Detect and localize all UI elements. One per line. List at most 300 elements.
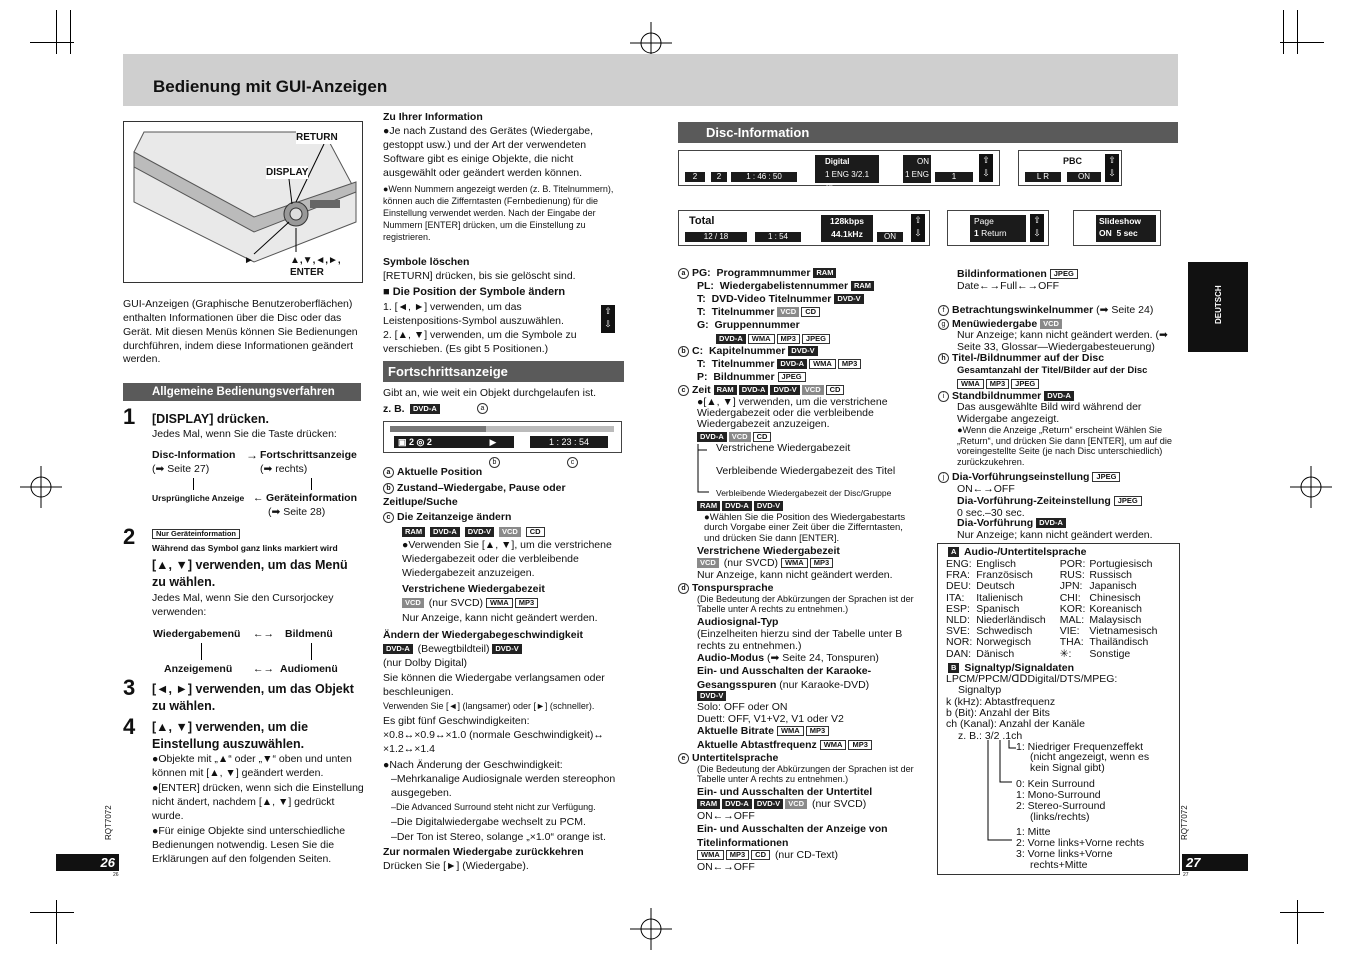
table-b-head: Signaltyp/Signaldaten	[964, 662, 1075, 674]
b-t-text: Titelnummer	[711, 358, 775, 370]
g1-on: ON	[917, 157, 929, 166]
language-cell: Sonstige	[1089, 647, 1131, 660]
flow-original: Ursprüngliche Anzeige	[152, 493, 245, 503]
step-2-number: 2	[123, 524, 136, 549]
enter-label: ENTER	[290, 267, 324, 278]
flow-device: Geräteinformation	[266, 492, 358, 504]
bi-jpeg: JPEG	[1050, 269, 1078, 279]
g1-one: 1	[904, 170, 910, 179]
progress-time: 1 : 23 : 54	[530, 436, 608, 448]
d-bitrate: Aktuelle Bitrate	[697, 725, 775, 737]
tag-cd: CD	[526, 527, 545, 537]
b-p-text: Bildnummer	[713, 371, 775, 383]
g1-n2: 2	[711, 172, 727, 182]
g4-return: Return	[981, 228, 1007, 238]
language-cell: KOR:	[1059, 602, 1086, 615]
d-dvdv: DVD-V	[697, 691, 726, 701]
menu-display: Anzeigemenü	[164, 663, 233, 675]
sig-4: b (Bit): Anzahl der Bits	[946, 707, 1050, 719]
e-info: Ein- und Ausschalten der Anzeige von Titelinformationen	[697, 823, 888, 849]
language-cell: Norwegisch	[976, 636, 1032, 649]
f-ref: (➡ Seite 24)	[1096, 304, 1154, 316]
language-cell: DEU:	[946, 580, 972, 593]
language-cell: Spanisch	[976, 602, 1020, 615]
h-mp3: MP3	[986, 379, 1009, 389]
menu-picture: Bildmenü	[285, 628, 333, 640]
table-a-badge: A	[948, 547, 959, 557]
sig-5: ch (Kanal): Anzahl der Kanäle	[946, 718, 1085, 730]
g2-lr: L R	[1025, 172, 1061, 182]
language-cell: Deutsch	[976, 580, 1015, 593]
d-br-mp3: MP3	[806, 726, 829, 736]
item-c-label: Die Zeitanzeige ändern	[397, 511, 512, 523]
d-karaoke: Ein- und Ausschalten der Karaoke-Gesangsspuren	[697, 665, 872, 691]
j-jpeg: JPEG	[1092, 472, 1120, 482]
language-cell: ESP:	[946, 602, 970, 615]
page-title: Bedienung mit GUI-Anzeigen	[153, 77, 388, 96]
play-label: ►	[244, 255, 254, 266]
e-sub: (Die Bedeutung der Abkürzungen der Sprachen ist der Tabelle unter A rechts zu entnehmen.)	[697, 764, 914, 785]
position-step-1: 1. [◄, ►] verwenden, um das Leistenpositions-Symbol auszuwählen.	[383, 301, 564, 327]
language-cell: Japanisch	[1089, 580, 1137, 593]
progress-num-1: 2	[409, 437, 415, 447]
step-2-sub: Während das Symbol ganz links markiert wird	[152, 543, 338, 553]
speed-five: Es gibt fünf Geschwindigkeiten:	[383, 715, 530, 727]
speed-tag-dvdv: DVD-V	[492, 644, 521, 654]
language-cell: ✳:	[1059, 647, 1072, 660]
d-mode: Audio-Modus	[697, 652, 765, 664]
d-sub: (Die Bedeutung der Abkürzungen der Sprachen ist der Tabelle unter A rechts zu entnehmen.)	[697, 594, 914, 615]
a-t: T:	[697, 293, 706, 305]
a-g-wma: WMA	[748, 334, 775, 344]
c-bullet-1: ●[▲, ▼] verwenden, um die verstrichene Wiedergabezeit oder die verbleibende Wiedergabezeit anzuzeigen.	[697, 396, 888, 431]
example-tag-dvda: DVD-A	[410, 404, 440, 414]
language-cell: CHI:	[1059, 591, 1081, 604]
d-duett: Duett: OFF, V1+V2, V1 oder V2	[697, 713, 844, 725]
item-c-bullet: ●Verwenden Sie [▲, ▼], um die verstrichene Wiedergabezeit oder die verbleibende Wiedergabezeit anzuzeigen.	[402, 539, 612, 579]
c-readonly: Nur Anzeige, kann nicht geändert werden.	[697, 569, 893, 581]
lfe-1: 1: Niedriger Frequenzeffekt	[1016, 741, 1144, 753]
j-head: Dia-Vorführungseinstellung	[952, 471, 1090, 483]
language-cell: VIE:	[1059, 625, 1080, 638]
updown-icon: ⇧ ⇩	[601, 305, 615, 333]
a-g-dvda: DVD-A	[716, 334, 746, 344]
a-g-text: Gruppennummer	[714, 319, 800, 331]
tag-dvdv: DVD-V	[465, 527, 494, 537]
progress-left-panel: ▣ 2 ◎ 2	[394, 436, 488, 448]
flow-arrow-right: →	[246, 448, 258, 462]
b-t-dvda: DVD-A	[777, 359, 807, 369]
register-mark-bottom	[630, 908, 672, 950]
title-bar	[123, 54, 1178, 106]
i-bullet: ●Wenn die Anzeige „Return“ erscheint Wählen Sie „Return“, und drücken Sie dann [ENTER], um auf die voreingestellte Seite (je nach Disc unterschiedlich) zurückzukehren.	[957, 425, 1172, 467]
a-pg: PG:	[692, 267, 711, 279]
language-cell: Thailändisch	[1089, 636, 1149, 649]
i-text: Das ausgewählte Bild wird während der Widergabe angezeigt.	[957, 401, 1142, 425]
back-heading: Zur normalen Wiedergabe zurückkehren	[383, 846, 584, 858]
speed-after: ●Nach Änderung der Geschwindigkeit:	[383, 759, 563, 771]
menu-play: Wiedergabemenü	[153, 628, 241, 640]
g1-n1: 2	[685, 172, 705, 182]
g2-updown-icon: ⇧ ⇩	[1105, 154, 1119, 182]
tag-ram: RAM	[402, 527, 425, 537]
c-elapsed: Verstrichene Wiedergabezeit	[697, 545, 840, 557]
sig-3: k (kHz): Abtastfrequenz	[946, 696, 1056, 708]
speed-movie: (Bewegtbildteil)	[417, 643, 490, 655]
d-solo: Solo: OFF oder ON	[697, 701, 788, 713]
e-head: Untertitelsprache	[692, 752, 779, 764]
language-cell: NLD:	[946, 614, 970, 627]
language-cell: Russisch	[1089, 569, 1132, 582]
symbols-text: [RETURN] drücken, bis sie gelöscht sind.	[383, 270, 576, 282]
g5-on: ON	[1099, 228, 1112, 238]
a-t2-vcd: VCD	[777, 307, 799, 317]
g4-updown-icon: ⇧ ⇩	[1030, 214, 1044, 242]
c-zeit: Zeit	[692, 384, 711, 396]
c-bullet-2: ●Wählen Sie die Position des Wiedergabestarts durch Vorgabe einer Zeit über die Zifferntasten, und drücken Sie dann [ENTER].	[704, 512, 906, 544]
progress-text: Gibt an, wie weit ein Objekt durchgelaufen ist.	[383, 387, 597, 399]
language-cell: Dänisch	[976, 647, 1015, 660]
b-c: C:	[692, 345, 704, 357]
gui-disc-4	[947, 210, 1049, 246]
step-3-heading: [◄, ►] verwenden, um das Objekt zu wählen.	[152, 682, 354, 713]
d-type: Audiosignal-Typ	[697, 616, 779, 628]
back-text: Drücken Sie [►] (Wiedergabe).	[383, 860, 529, 872]
e-on-off-2: ON←→OFF	[697, 861, 755, 873]
flow-line-down	[311, 478, 312, 490]
b-t-mp3: MP3	[838, 359, 861, 369]
lfe-2: (nicht angezeigt, wenn es kein Signal gibt)	[1030, 751, 1150, 775]
g-head: Menüwiedergabe	[952, 318, 1038, 330]
c4-mp3: MP3	[810, 558, 833, 568]
e-svcd: (nur SVCD)	[811, 798, 867, 810]
tag-vcd: VCD	[499, 527, 521, 537]
j-dvda: DVD-A	[1036, 518, 1066, 528]
c-vcd: VCD	[802, 385, 824, 395]
side-language: DEUTSCH	[1214, 285, 1223, 324]
menu-line-1	[201, 643, 202, 660]
c3-ram: RAM	[697, 501, 720, 511]
arrows-label: ▲,▼,◄,►,	[290, 255, 341, 266]
register-mark-left	[20, 466, 62, 508]
bi-head: Bildinformationen	[957, 268, 1047, 280]
j-dia: Dia-Vorführung	[957, 517, 1034, 529]
step-1-heading: [DISPLAY] drücken.	[152, 412, 269, 426]
b-t: T:	[697, 358, 706, 370]
i-head: Standbildnummer	[952, 390, 1042, 402]
step-2-heading: [▲, ▼] verwenden, um das Menü zu wählen.	[152, 558, 348, 589]
language-cell: ENG:	[946, 558, 972, 570]
c2-cd: CD	[753, 432, 772, 442]
j-time: Dia-Vorführung-Zeiteinstellung	[957, 495, 1111, 507]
language-cell: Chinesisch	[1089, 591, 1141, 604]
step-4-number: 4	[123, 714, 136, 739]
display-label: DISPLAY	[266, 167, 309, 178]
b-c-text: Kapitelnummer	[708, 345, 786, 357]
a-t2-cd: CD	[801, 307, 820, 317]
language-cell: FRA:	[946, 569, 970, 582]
progress-play-icon: ▶	[472, 436, 514, 448]
d-freq: Aktuelle Abtastfrequenz	[697, 739, 817, 751]
h-jpeg: JPEG	[1011, 379, 1039, 389]
b-p-jpeg: JPEG	[778, 372, 806, 382]
language-row	[946, 637, 1161, 648]
step-2-text: Jedes Mal, wenn Sie den Cursorjockey verwenden:	[152, 592, 334, 618]
language-cell: Vietnamesisch	[1089, 625, 1158, 638]
e-cdtext: (nur CD-Text)	[774, 849, 838, 861]
g4-one: 1	[974, 228, 979, 238]
speed-text: Sie können die Wiedergabe verlangsamen oder beschleunigen.	[383, 672, 605, 698]
section-progress: Fortschrittsanzeige	[383, 361, 624, 382]
position-heading: ■ Die Position der Symbole ändern	[383, 286, 566, 298]
sig-1: LPCM/PPCM/ᗡᗞDigital/DTS/MPEG:	[946, 673, 1118, 685]
d-fr-mp3: MP3	[848, 740, 871, 750]
g5-slide: Slideshow	[1099, 216, 1142, 226]
c-v1: Verstrichene Wiedergabezeit	[716, 442, 851, 454]
c4-wma: WMA	[781, 558, 808, 568]
menu-arrow-1: ←→	[253, 628, 274, 640]
flow-ref-27: (➡ Seite 27)	[152, 463, 210, 475]
language-cell: THA:	[1059, 636, 1084, 649]
c3-dvdv: DVD-V	[754, 501, 783, 511]
gui-disc-5	[1073, 210, 1161, 246]
item-a-label: Aktuelle Position	[397, 466, 483, 478]
g5-sec: 5 sec	[1116, 228, 1138, 238]
b-c-tag: DVD-V	[788, 346, 817, 356]
item-b-label: Zustand–Wiedergabe, Pause oder Zeitlupe/Suche	[383, 482, 566, 508]
return-label: RETURN	[296, 132, 338, 143]
table-a-head: Audio-/Untertitelsprache	[963, 546, 1087, 558]
g3-khz: 44.1kHz	[831, 229, 863, 239]
callout-c: c	[567, 457, 578, 468]
a-pl-text: Wiedergabelistennummer	[719, 280, 849, 292]
language-side-tab	[1188, 262, 1248, 352]
language-row	[946, 649, 1161, 660]
position-step-2: 2. [▲, ▼] verwenden, um die Symbole zu verschieben. (Es gibt 5 Positionen.)	[383, 329, 577, 355]
d-fr-wma: WMA	[820, 740, 847, 750]
surround-1: 1: Mono-Surround	[1016, 789, 1101, 801]
flow-progress: Fortschrittsanzeige	[260, 449, 357, 461]
front-2: 2: Vorne links+Vorne rechts	[1016, 837, 1145, 849]
a-pl: PL:	[697, 280, 714, 292]
language-cell: Malaysisch	[1089, 614, 1142, 627]
surround-0: 0: Kein Surround	[1016, 778, 1095, 790]
d-mode-text: (➡ Seite 24, Tonspuren)	[767, 652, 879, 664]
language-cell: Französisch	[976, 569, 1033, 582]
h-sub: Gesamtanzahl der Titel/Bilder auf der Disc	[957, 365, 1148, 376]
menu-line-2	[311, 643, 312, 660]
item-c-marker: c	[383, 512, 394, 523]
g1-eng: ENG	[911, 170, 929, 179]
j-readonly: Nur Anzeige; kann nicht geändert werden.	[957, 529, 1153, 541]
flow-disc-info: Disc-Information	[152, 449, 236, 461]
c4-vcd: VCD	[697, 558, 719, 568]
item-c-readonly: Nur Anzeige, kann nicht geändert werden.	[402, 612, 598, 624]
progress-num-2: 2	[426, 437, 432, 447]
item-c-svcd: (nur SVCD)	[428, 597, 484, 609]
tag-wma: WMA	[486, 598, 513, 608]
d-br-wma: WMA	[777, 726, 804, 736]
example-label: z. B.	[383, 403, 405, 415]
j-on-off: ON←→OFF	[957, 483, 1015, 495]
g1-time: 1 : 46 : 50	[731, 172, 797, 182]
a-pg-tag: RAM	[813, 268, 836, 278]
progress-fill	[390, 426, 486, 432]
tag-dvda: DVD-A	[430, 527, 460, 537]
h-wma: WMA	[957, 379, 984, 389]
table-b-badge: B	[948, 663, 959, 673]
signal-lines	[978, 740, 1018, 850]
g1-digital: Digital	[825, 157, 850, 166]
language-cell: Italienisch	[976, 591, 1023, 604]
e-wma: WMA	[697, 850, 724, 860]
g3-count: 12 / 18	[685, 232, 747, 242]
menu-arrow-2: ←→	[253, 663, 274, 675]
info-heading: Zu Ihrer Information	[383, 111, 483, 123]
front-1: 1: Mitte	[1016, 826, 1051, 838]
c3-dvda: DVD-A	[722, 501, 752, 511]
surround-2b: (links/rechts)	[1030, 811, 1090, 823]
step-3-number: 3	[123, 675, 136, 700]
speed-values: ×0.8↔×0.9↔×1.0 (normale Geschwindigkeit)↔ ×1.2↔×1.4	[383, 729, 604, 755]
page-number-left: 26	[56, 854, 119, 871]
b-t-wma: WMA	[809, 359, 836, 369]
a-pl-tag: RAM	[851, 281, 874, 291]
a-pg-text: Programmnummer	[716, 267, 811, 279]
info-bullet-2: ●Wenn Nummern angezeigt werden (z. B. Titelnummern), können auch die Zifferntasten (Fernbedienung) für die Einstellung verwendet werden. Nach der Eingabe der Nummern [ENTER] drücken, um die Einstellung zu registrieren.	[383, 184, 614, 242]
code-left: RQT7072	[104, 805, 113, 840]
g-text: Nur Anzeige; kann nicht geändert werden. (➡ Seite 33, Glossar—Wiedergabesteuerung)	[957, 329, 1168, 353]
c-ram: RAM	[714, 385, 737, 395]
g3-time: 1 : 54	[755, 232, 801, 242]
a-g-mp3: MP3	[777, 334, 800, 344]
j-time-jpeg: JPEG	[1114, 496, 1142, 506]
c-svcd: (nur SVCD)	[723, 557, 779, 569]
item-c-elapsed: Verstrichene Wiedergabezeit	[402, 583, 545, 595]
info-bullet-1: ●Je nach Zustand des Gerätes (Wiedergabe, gestoppt usw.) und der Art der verwendeten Software gibt es einige Objekte, die nicht ausgewählt oder geändert werden können.	[383, 125, 594, 179]
menu-audio: Audiomenü	[280, 663, 338, 675]
flow-ref-right: (➡ rechts)	[260, 463, 308, 475]
a-g: G:	[697, 319, 709, 331]
g3-updown-icon: ⇧ ⇩	[911, 214, 925, 242]
device-illustration	[123, 121, 363, 283]
language-cell: JPN:	[1059, 580, 1083, 593]
tag-vcd-2: VCD	[402, 598, 424, 608]
abbreviation-box	[937, 543, 1180, 875]
tiny-page-right: 27	[1183, 872, 1189, 878]
speed-heading: Ändern der Wiedergabegeschwindigkeit	[383, 629, 584, 641]
step-2-tag: Nur Geräteinformation	[152, 529, 240, 539]
sig-2: Signaltyp	[958, 684, 1002, 696]
g1-last: 1	[935, 172, 973, 182]
language-cell: SVE:	[946, 625, 970, 638]
j-seconds: 0 sec.–30 sec.	[957, 507, 1025, 519]
speed-after-1: –Mehrkanalige Audiosignale werden stereophon ausgegeben.	[391, 773, 616, 799]
a-t-text: DVD-Video Titelnummer	[711, 293, 832, 305]
speed-after-3: –Die Digitalwiedergabe wechselt zu PCM.	[391, 816, 586, 828]
d-karaoke-text: (nur Karaoke-DVD)	[779, 678, 870, 691]
g1-updown-icon: ⇧ ⇩	[979, 154, 993, 182]
step-4-heading: [▲, ▼] verwenden, um die Einstellung auszuwählen.	[152, 720, 309, 751]
g2-pbc: PBC	[1063, 156, 1083, 166]
sig-6: z. B.: 3/2 .1ch	[958, 730, 1023, 742]
language-cell: ITA:	[946, 591, 965, 604]
front-3b: rechts+Mitte	[1030, 859, 1088, 871]
language-cell: Schwedisch	[976, 625, 1033, 638]
progress-bar-gui	[383, 421, 622, 453]
g2-on: ON	[1067, 172, 1101, 182]
speed-after-2: –Die Advanced Surround steht nicht zur Verfügung.	[391, 802, 596, 812]
flow-ref-28: (➡ Seite 28)	[268, 506, 326, 518]
a-t2: T:	[697, 306, 706, 318]
time-cycle-diagram	[697, 444, 717, 496]
f-head: Betrachtungswinkelnummer	[952, 304, 1094, 316]
item-b-marker: b	[383, 483, 394, 494]
e-onoff: Ein- und Ausschalten der Untertitel	[697, 786, 873, 798]
g1-lang: 1 ENG 3/2.1 ch	[825, 170, 870, 192]
language-cell: RUS:	[1059, 569, 1085, 582]
item-a-marker: a	[383, 467, 394, 478]
language-cell: Niederländisch	[976, 614, 1046, 627]
surround-2: 2: Stereo-Surround	[1016, 800, 1106, 812]
speed-use: Verwenden Sie [◄] (langsamer) oder [►] (schneller).	[383, 701, 595, 711]
language-cell: Portugiesisch	[1089, 558, 1153, 570]
tiny-page-left: 26	[113, 872, 119, 878]
e-mp3: MP3	[726, 850, 749, 860]
i-dvda: DVD-A	[1044, 391, 1074, 401]
flow-arrow-left: ←	[253, 492, 264, 504]
speed-after-4: –Der Ton ist Stereo, solange „×1.0“ orange ist.	[391, 831, 606, 843]
step-4-bullet-1: ●Objekte mit „▲“ oder „▼“ oben und unten können mit [▲, ▼] geändert werden.	[152, 753, 352, 779]
front-3: 3: Vorne links+Vorne	[1016, 848, 1113, 860]
callout-a: a	[477, 403, 488, 414]
g4-page: Page	[974, 216, 994, 226]
a-g-jpeg: JPEG	[802, 334, 830, 344]
c-v3: Verbleibende Wiedergabezeit der Disc/Gruppe	[716, 488, 892, 498]
c-dvda: DVD-A	[739, 385, 769, 395]
e-cd: CD	[751, 850, 770, 860]
e-on-off: ON←→OFF	[697, 810, 755, 822]
tag-mp3: MP3	[515, 598, 538, 608]
b-p: P:	[697, 371, 708, 383]
gui-disc-1	[678, 150, 1000, 192]
g-vcd: VCD	[1040, 319, 1062, 329]
g3-on: ON	[877, 232, 903, 242]
e-ram: RAM	[697, 799, 720, 809]
e-dvdv: DVD-V	[754, 799, 783, 809]
gui-disc-2	[1018, 150, 1122, 186]
step-1-number: 1	[123, 404, 136, 429]
step-1-text: Jedes Mal, wenn Sie die Taste drücken:	[152, 428, 337, 440]
a-t-tag: DVD-V	[834, 294, 863, 304]
intro-text: GUI-Anzeigen (Graphische Benutzeroberflächen) enthalten Informationen über die Disc oder das Gerät. Mit diesen Menüs können Sie Bedienungen durchführen, indem diese Informationen geändert werden.	[123, 298, 358, 366]
g3-kbps: 128kbps	[829, 216, 865, 226]
a-t2-text: Titelnummer	[711, 306, 775, 318]
h-head: Titel-/Bildnummer auf der Disc	[952, 352, 1105, 364]
register-mark-right	[1290, 466, 1332, 508]
c-dvdv: DVD-V	[770, 385, 799, 395]
c2-vcd: VCD	[729, 432, 751, 442]
g3-total: Total	[689, 215, 715, 227]
c-cd: CD	[826, 385, 845, 395]
e-dvda: DVD-A	[722, 799, 752, 809]
bi-values: Date←→Full←→OFF	[957, 280, 1060, 292]
language-cell: DAN:	[946, 647, 972, 660]
language-cell: POR:	[1059, 558, 1086, 570]
callout-b: b	[489, 457, 500, 468]
step-4-bullet-2: ●[ENTER] drücken, wenn sich die Einstellung nicht ändert, nachdem [▲, ▼] gedrückt wurde.	[152, 782, 364, 822]
d-type-text: (Einzelheiten hierzu sind der Tabelle unter B rechts zu entnehmen.)	[697, 628, 903, 653]
